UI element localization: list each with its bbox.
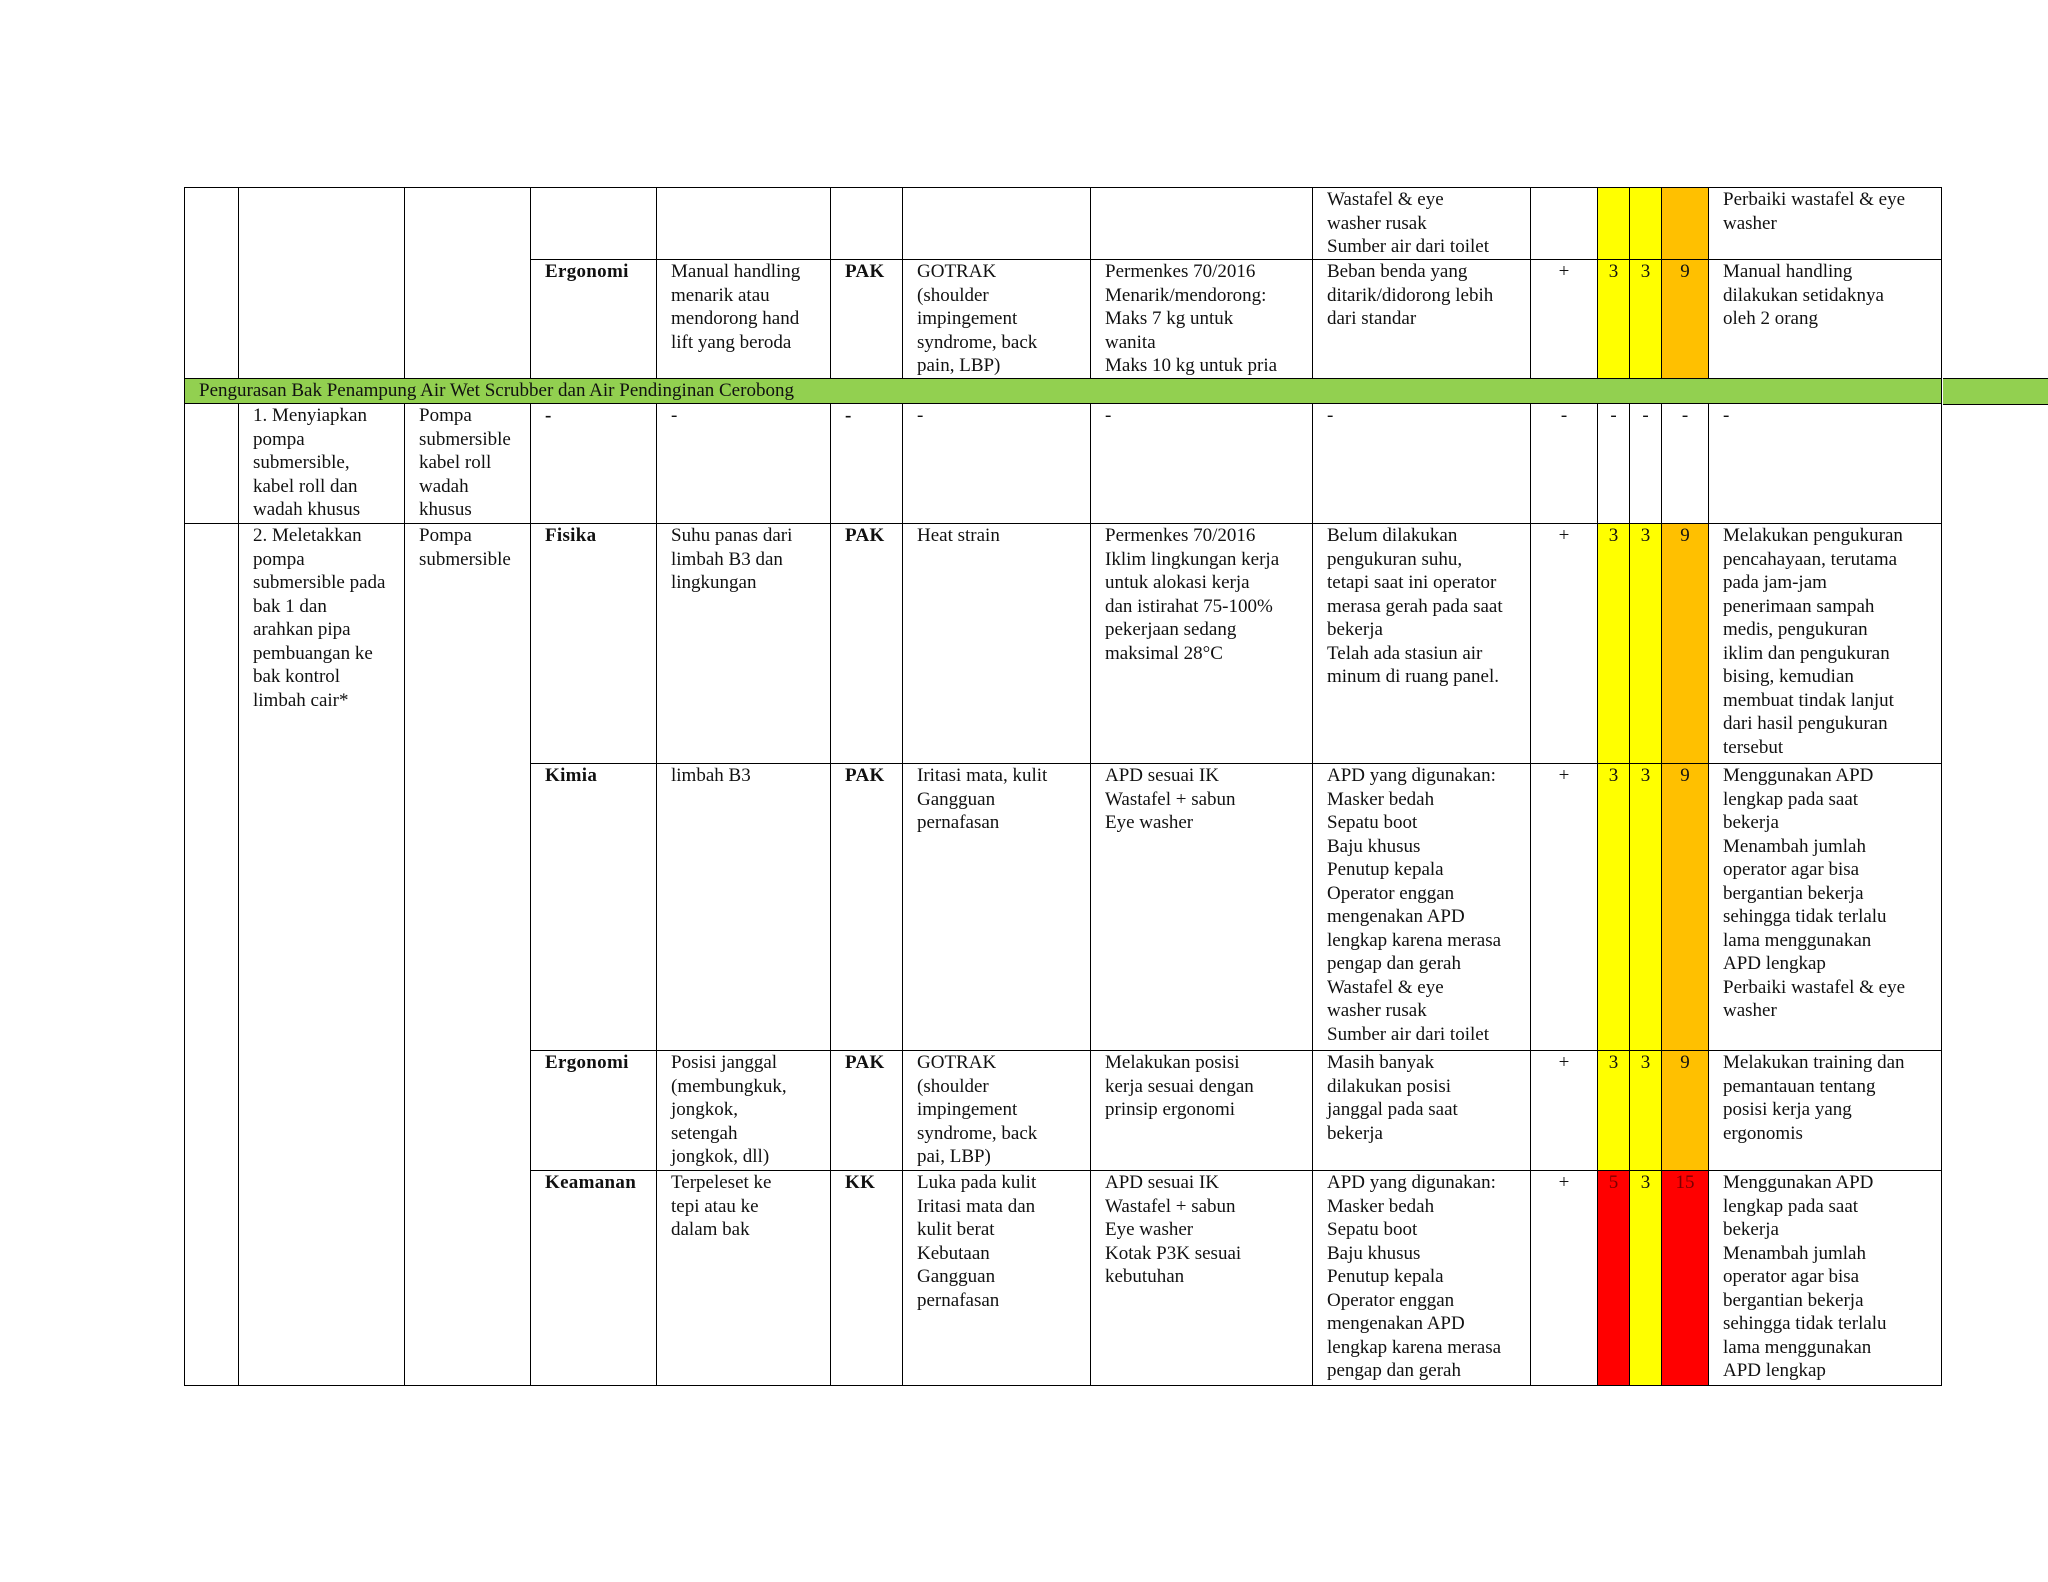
severity-cell: 3 — [1630, 1051, 1662, 1171]
hazard-type-cell: Ergonomi — [531, 1051, 657, 1171]
tool-cell: Pompa submersible kabel roll wadah khusus — [405, 404, 531, 524]
standard-cell: - — [1091, 404, 1313, 524]
category-cell: PAK — [831, 1051, 903, 1171]
score-cell: 15 — [1662, 1171, 1709, 1386]
number-cell — [185, 260, 239, 379]
risk-cell: GOTRAK (shoulder impingement syndrome, back pai, LBP) — [903, 1051, 1091, 1171]
risk-cell: Iritasi mata, kulit Gangguan pernafasan — [903, 764, 1091, 1051]
category-cell — [831, 188, 903, 260]
likelihood-cell: 3 — [1598, 764, 1630, 1051]
table-row — [185, 260, 1942, 379]
hazard-type-cell: Kimia — [531, 764, 657, 1051]
standard-cell — [1091, 188, 1313, 260]
recommendation-cell: Perbaiki wastafel & eye washer — [1709, 188, 1942, 260]
table-row — [185, 188, 1942, 260]
sign-cell: + — [1531, 764, 1598, 1051]
existing-control-cell: Wastafel & eye washer rusak Sumber air dari toilet — [1313, 188, 1531, 260]
number-cell — [185, 404, 239, 524]
severity-cell: 3 — [1630, 1171, 1662, 1386]
recommendation-cell: Melakukan training dan pemantauan tentang posisi kerja yang ergonomis — [1709, 1051, 1942, 1171]
recommendation-cell: Manual handling dilakukan setidaknya oleh 2 orang — [1709, 260, 1942, 379]
activity-cell: 2. Meletakkan pompa submersible pada bak 1 dan arahkan pipa pembuangan ke bak kontrol limbah cair* — [239, 524, 405, 1386]
sign-cell: - — [1531, 404, 1598, 524]
risk-assessment-table — [184, 187, 1942, 1386]
category-cell: PAK — [831, 260, 903, 379]
category-cell: - — [831, 404, 903, 524]
risk-cell: Heat strain — [903, 524, 1091, 764]
activity-cell: 1. Menyiapkan pompa submersible, kabel roll dan wadah khusus — [239, 404, 405, 524]
score-cell: 9 — [1662, 524, 1709, 764]
likelihood-cell: 3 — [1598, 1051, 1630, 1171]
sign-cell: + — [1531, 524, 1598, 764]
hazard-cell — [657, 188, 831, 260]
number-cell — [185, 188, 239, 260]
sign-cell — [1531, 188, 1598, 260]
severity-cell: 3 — [1630, 764, 1662, 1051]
standard-cell: Permenkes 70/2016 Iklim lingkungan kerja untuk alokasi kerja dan istirahat 75-100% pekerjaan sedang maksimal 28°C — [1091, 524, 1313, 764]
category-cell: PAK — [831, 764, 903, 1051]
standard-cell: Melakukan posisi kerja sesuai dengan prinsip ergonomi — [1091, 1051, 1313, 1171]
existing-control-cell: - — [1313, 404, 1531, 524]
standard-cell: APD sesuai IK Wastafel + sabun Eye washer Kotak P3K sesuai kebutuhan — [1091, 1171, 1313, 1386]
hazard-cell: Posisi janggal (membungkuk, jongkok, setengah jongkok, dll) — [657, 1051, 831, 1171]
risk-cell: Luka pada kulit Iritasi mata dan kulit berat Kebutaan Gangguan pernafasan — [903, 1171, 1091, 1386]
risk-cell: - — [903, 404, 1091, 524]
hazard-cell: - — [657, 404, 831, 524]
category-cell: KK — [831, 1171, 903, 1386]
recommendation-cell: Melakukan pengukuran pencahayaan, terutama pada jam-jam penerimaan sampah medis, pengukuran iklim dan pengukuran bising, kemudian membuat tindak lanjut dari hasil pengukuran tersebut — [1709, 524, 1942, 764]
severity-cell: 3 — [1630, 524, 1662, 764]
tool-cell: Pompa submersible — [405, 524, 531, 1386]
score-cell: 9 — [1662, 764, 1709, 1051]
score-cell: 9 — [1662, 260, 1709, 379]
existing-control-cell: APD yang digunakan: Masker bedah Sepatu boot Baju khusus Penutup kepala Operator enggan mengenakan APD lengkap karena merasa pengap dan gerah — [1313, 1171, 1531, 1386]
standard-cell: Permenkes 70/2016 Menarik/mendorong: Maks 7 kg untuk wanita Maks 10 kg untuk pria — [1091, 260, 1313, 379]
hazard-type-cell: - — [531, 404, 657, 524]
risk-cell — [903, 188, 1091, 260]
hazard-type-cell: Keamanan — [531, 1171, 657, 1386]
tool-cell — [405, 260, 531, 379]
hazard-type-cell: Fisika — [531, 524, 657, 764]
sign-cell: + — [1531, 1171, 1598, 1386]
score-cell: - — [1662, 404, 1709, 524]
existing-control-cell: Belum dilakukan pengukuran suhu, tetapi saat ini operator merasa gerah pada saat bekerja Telah ada stasiun air minum di ruang panel. — [1313, 524, 1531, 764]
hazard-type-cell — [531, 188, 657, 260]
number-cell — [185, 524, 239, 1386]
section-row — [185, 379, 1942, 404]
recommendation-cell: Menggunakan APD lengkap pada saat bekerja Menambah jumlah operator agar bisa bergantian bekerja sehingga tidak terlalu lama menggunakan APD lengkap — [1709, 1171, 1942, 1386]
likelihood-cell: - — [1598, 404, 1630, 524]
likelihood-cell: 3 — [1598, 524, 1630, 764]
risk-cell: GOTRAK (shoulder impingement syndrome, back pain, LBP) — [903, 260, 1091, 379]
category-cell: PAK — [831, 524, 903, 764]
standard-cell: APD sesuai IK Wastafel + sabun Eye washer — [1091, 764, 1313, 1051]
hazard-cell: limbah B3 — [657, 764, 831, 1051]
likelihood-cell: 3 — [1598, 260, 1630, 379]
section-band-extension — [1943, 378, 2048, 405]
existing-control-cell: APD yang digunakan: Masker bedah Sepatu boot Baju khusus Penutup kepala Operator enggan mengenakan APD lengkap karena merasa pengap dan gerah Wastafel & eye washer rusak Sumber air dari toilet — [1313, 764, 1531, 1051]
existing-control-cell: Beban benda yang ditarik/didorong lebih dari standar — [1313, 260, 1531, 379]
existing-control-cell: Masih banyak dilakukan posisi janggal pada saat bekerja — [1313, 1051, 1531, 1171]
score-cell: 9 — [1662, 1051, 1709, 1171]
activity-cell — [239, 260, 405, 379]
sign-cell: + — [1531, 260, 1598, 379]
severity-cell: 3 — [1630, 260, 1662, 379]
table-row — [185, 404, 1942, 524]
hazard-cell: Suhu panas dari limbah B3 dan lingkungan — [657, 524, 831, 764]
hazard-cell: Manual handling menarik atau mendorong hand lift yang beroda — [657, 260, 831, 379]
likelihood-cell: 5 — [1598, 1171, 1630, 1386]
hazard-type-cell: Ergonomi — [531, 260, 657, 379]
severity-cell — [1630, 188, 1662, 260]
activity-cell — [239, 188, 405, 260]
sign-cell: + — [1531, 1051, 1598, 1171]
likelihood-cell — [1598, 188, 1630, 260]
severity-cell: - — [1630, 404, 1662, 524]
table-row — [185, 524, 1942, 764]
section-title: Pengurasan Bak Penampung Air Wet Scrubber dan Air Pendinginan Cerobong — [185, 379, 1942, 404]
hazard-cell: Terpeleset ke tepi atau ke dalam bak — [657, 1171, 831, 1386]
score-cell — [1662, 188, 1709, 260]
recommendation-cell: - — [1709, 404, 1942, 524]
tool-cell — [405, 188, 531, 260]
recommendation-cell: Menggunakan APD lengkap pada saat bekerja Menambah jumlah operator agar bisa bergantian bekerja sehingga tidak terlalu lama menggunakan APD lengkap Perbaiki wastafel & eye washer — [1709, 764, 1942, 1051]
